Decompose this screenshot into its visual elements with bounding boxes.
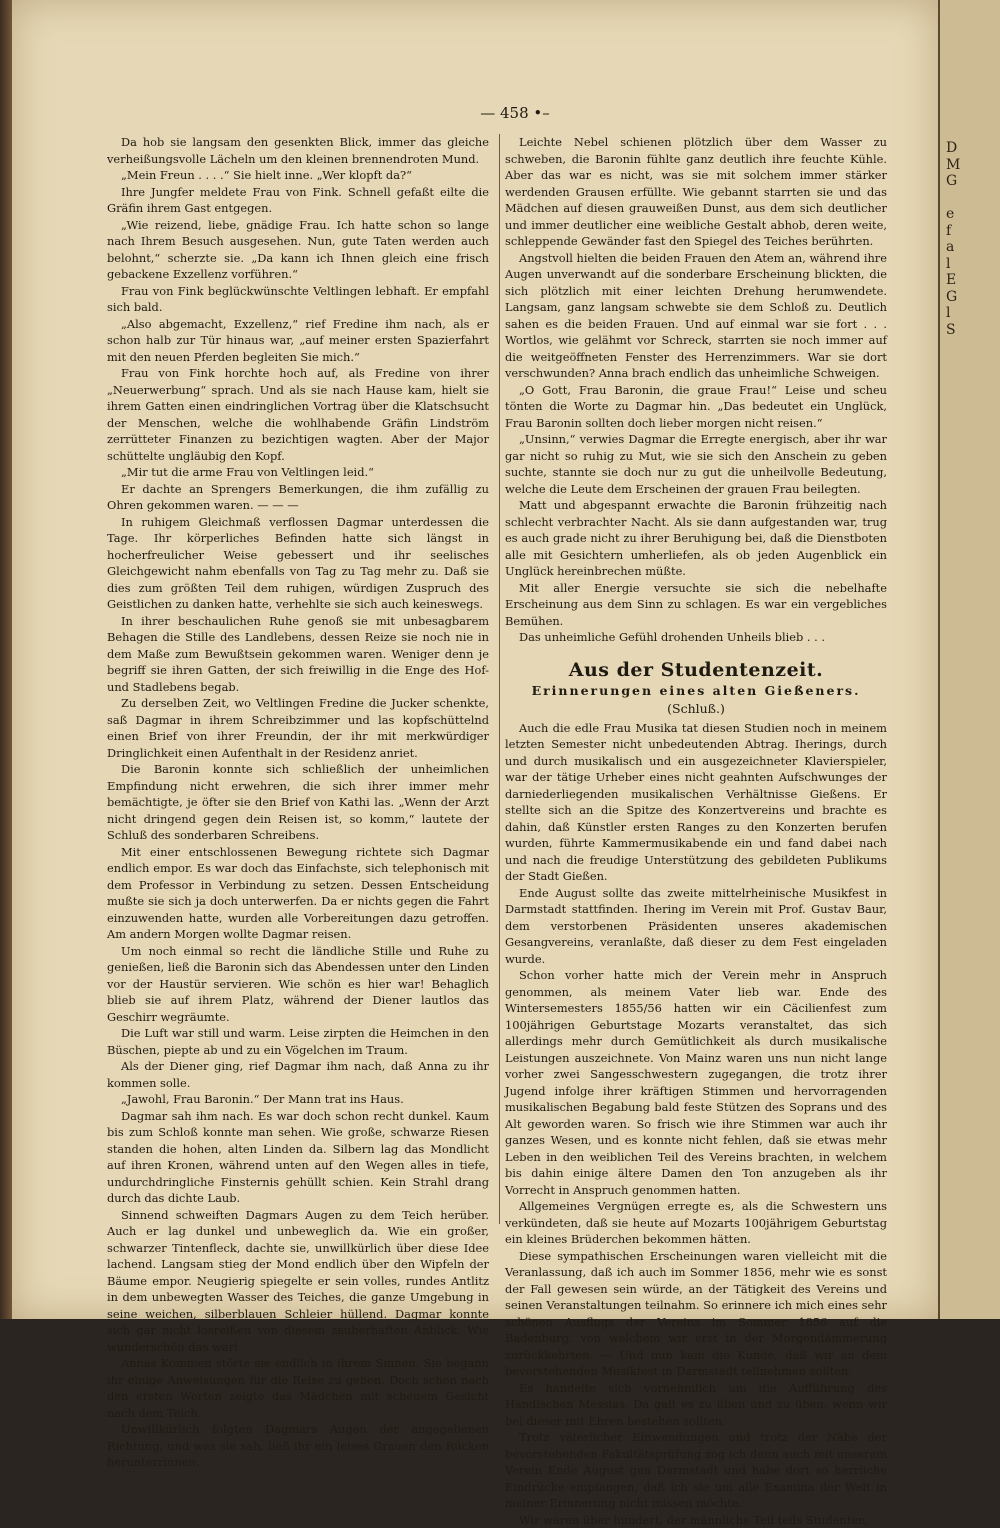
column-divider (499, 134, 500, 1224)
paragraph: Ende August sollte das zweite mittelrheinische Musikfest in Darmstadt stattfinden. Ihering im Verein mit Prof. Gustav Baur, dem verstorbenen Präsidenten unseres akademischen Gesangvereins, veranlaßte, daß dieser zu dem Fest eingeladen wurde. (505, 885, 887, 968)
paragraph: Angstvoll hielten die beiden Frauen den Atem an, während ihre Augen unverwandt auf die sonderbare Erscheinung blickten, die sich plötzlich mit einer leichten Drehung herumwendete. Langsam, ganz langsam schwebte sie dem Schloß zu. Deutlich sahen es die beiden Frauen. Und auf einmal war sie fort . . . Wortlos, wie gelähmt vor Schreck, starrten sie noch immer auf die weitgeöffneten Fenster des Herrenzimmers. War sie dort verschwunden? Anna brach endlich das unheimliche Schweigen. (505, 250, 887, 382)
paragraph: „Jawohl, Frau Baronin.“ Der Mann trat ins Haus. (107, 1091, 489, 1108)
edge-fragment: G (946, 173, 1000, 190)
edge-fragment: a (946, 239, 1000, 256)
edge-fragment: l (946, 256, 1000, 273)
paragraph: Frau von Fink horchte hoch auf, als Fredine von ihrer „Neuerwerbung“ sprach. Und als sie nach Hause kam, hielt sie ihrem Gatten einen eindringlichen Vortrag über die Klatschsucht der Menschen, welche die wohlhabende Gräfin Lindström zerrütteter Finanzen zu bezichtigen wagten. Aber der Major schüttelte ungläubig den Kopf. (107, 365, 489, 464)
paragraph: Mit einer entschlossenen Bewegung richtete sich Dagmar endlich empor. Es war doch das Einfachste, sich telephonisch mit dem Professor in Verbindung zu setzen. Dessen Entscheidung mußte sie sich ja doch unterwerfen. Da er nichts gegen die Fahrt einzuwenden hatte, wurden alle Vorbereitungen dazu getroffen. Am andern Morgen wollte Dagmar reisen. (107, 844, 489, 943)
paragraph: Er dachte an Sprengers Bemerkungen, die ihm zufällig zu Ohren gekommen waren. — — — (107, 481, 489, 514)
paragraph: Es handelte sich vornehmlich um die Aufführung des Händlschen Messias. Da galt es zu üben und zu üben, wenn wir bei dieser mit Ehren bestehen sollten. (505, 1380, 887, 1430)
page-number: — 458 •– (470, 104, 560, 122)
edge-fragment: E (946, 272, 1000, 289)
paragraph: Die Baronin konnte sich schließlich der unheimlichen Empfindung nicht erwehren, die sich ihrer immer mehr bemächtigte, je öfter sie den Brief von Kathi las. „Wenn der Arzt nicht dringend gegen dein Reisen ist, so komm,“ lautete der Schluß des sonderbaren Schreibens. (107, 761, 489, 844)
edge-fragment: G (946, 289, 1000, 306)
paragraph: Das unheimliche Gefühl drohenden Unheils blieb . . . (505, 629, 887, 646)
paragraph: Ihre Jungfer meldete Frau von Fink. Schnell gefaßt eilte die Gräfin ihrem Gast entgegen. (107, 184, 489, 217)
edge-fragment: S (946, 322, 1000, 339)
paragraph: Um noch einmal so recht die ländliche Stille und Ruhe zu genießen, ließ die Baronin sich das Abendessen unter den Linden vor der Haustür servieren. Wie schön es hier war! Behaglich blieb sie auf ihrem Platz, während der Diener lautlos das Geschirr wegräumte. (107, 943, 489, 1026)
paragraph: „Unsinn,“ verwies Dagmar die Erregte energisch, aber ihr war gar nicht so ruhig zu Mut, wie sie sich den Anschein zu geben suchte, stannte sie doch nur zu gut die unheilvolle Bedeutung, welche die Leute dem Erscheinen der grauen Frau beilegten. (505, 431, 887, 497)
paragraph: „O Gott, Frau Baronin, die graue Frau!“ Leise und scheu tönten die Worte zu Dagmar hin. „Das bedeutet ein Unglück, Frau Baronin sollten doch lieber morgen nicht reisen.“ (505, 382, 887, 432)
paragraph: Dagmar sah ihm nach. Es war doch schon recht dunkel. Kaum bis zum Schloß konnte man sehen. Wie große, schwarze Riesen standen die hohen, alten Linden da. Silbern lag das Mondlicht auf ihren Kronen, während unten auf den Wegen alles in tiefe, undurchdringliche Finsternis gehüllt schien. Kein Strahl drang durch das dichte Laub. (107, 1108, 489, 1207)
paragraph: Leichte Nebel schienen plötzlich über dem Wasser zu schweben, die Baronin fühlte ganz deutlich ihre feuchte Kühle. Aber das war es nicht, was sie mit solchem immer stärker werdenden Grausen erfüllte. Wie gebannt starrten sie und das Mädchen auf diesen grauweißen Dunst, aus dem sich deutlicher und immer deutlicher eine weibliche Gestalt abhob, deren weite, schleppende Gewänder fast den Spiegel des Teiches berührten. (505, 134, 887, 250)
edge-fragment: l (946, 305, 1000, 322)
article-body (505, 720, 887, 1528)
paragraph: „Mir tut die arme Frau von Veltlingen leid.“ (107, 464, 489, 481)
edge-fragment (946, 371, 1000, 388)
section-subtitle: Erinnerungen eines alten Gießeners. (505, 682, 887, 700)
paragraph: Die Luft war still und warm. Leise zirpten die Heimchen in den Büschen, piepte ab und zu ein Vögelchen im Traum. (107, 1025, 489, 1058)
paragraph: „Mein Freun . . . .“ Sie hielt inne. „Wer klopft da?“ (107, 167, 489, 184)
edge-fragment (946, 338, 1000, 355)
paragraph: Schon vorher hatte mich der Verein mehr in Anspruch genommen, als meinem Vater lieb war. Ende des Wintersemesters 1855/56 hatten wir ein Cäcilienfest zum 100jährigen Geburtstage Mozarts veranstaltet, das sich allerdings mehr durch Gemütlichkeit als durch musikalische Leistungen auszeichnete. Von Mainz waren uns nun nicht lange vorher zwei Sangesschwestern zugegangen, die trotz ihrer Jugend infolge ihrer kräftigen Stimmen und hervorragenden musikalischen Begabung bald feste Stützen des Soprans und des Alt geworden waren. So frisch wie ihre Stimmen war auch ihr ganzes Wesen, und es konnte nicht fehlen, daß sie etwas mehr Leben in den weiblichen Teil des Vereins brachten, in welchem bis dahin einige ältere Damen den Ton anzugeben als ihr Vorrecht in Anspruch genommen hatten. (505, 967, 887, 1198)
paragraph: Allgemeines Vergnügen erregte es, als die Schwestern uns verkündeten, daß sie heute auf Mozarts 100jährigem Geburtstag ein kleines Brüderchen bekommen hätten. (505, 1198, 887, 1248)
section-continuation-note: (Schluß.) (505, 700, 887, 718)
paragraph: In ruhigem Gleichmaß verflossen Dagmar unterdessen die Tage. Ihr körperliches Befinden hatte sich längst in hocherfreulicher Weise gebessert und ihr seelisches Gleichgewicht nahm ebenfalls von Tag zu Tag mehr zu. Daß sie dies zum größten Teil dem ruhigen, würdigen Zuspruch des Geistlichen zu danken hatte, verhehlte sie sich auch keineswegs. (107, 514, 489, 613)
paragraph: „Wie reizend, liebe, gnädige Frau. Ich hatte schon so lange nach Ihrem Besuch ausgesehen. Nun, gute Taten werden auch belohnt,“ scherzte sie. „Da kann ich Ihnen gleich eine frisch gebackene Exzellenz vorführen.“ (107, 217, 489, 283)
left-column (107, 134, 489, 1471)
edge-fragment: e (946, 206, 1000, 223)
paragraph: Matt und abgespannt erwachte die Baronin frühzeitig nach schlecht verbrachter Nacht. Als sie dann aufgestanden war, trug es auch grade nicht zu ihrer Beruhigung bei, daß die Dienstboten alle mit Gesichtern umherliefen, als ob jeden Augenblick ein Unglück hereinbrechen müßte. (505, 497, 887, 580)
next-page-fragments (946, 140, 1000, 421)
paragraph: Als der Diener ging, rief Dagmar ihm nach, daß Anna zu ihr kommen solle. (107, 1058, 489, 1091)
paragraph: „Also abgemacht, Exzellenz,“ rief Fredine ihm nach, als er schon halb zur Tür hinaus war, „auf meiner ersten Spazierfahrt mit den neuen Pferden begleiten Sie mich.“ (107, 316, 489, 366)
paragraph: Annas Kommen störte sie endlich in ihrem Sinnen. Sie begann ihr einige Anweisungen für die Reise zu geben. Doch schon nach den ersten Worten zeigte das Mädchen mit scheuem Gesicht nach dem Teich. (107, 1355, 489, 1421)
edge-fragment: f (946, 223, 1000, 240)
paragraph: Diese sympathischen Erscheinungen waren vielleicht mit die Veranlassung, daß ich auch im Sommer 1856, mehr wie es sonst der Fall gewesen sein würde, an der Tätigkeit des Vereins und seinen Veranstaltungen teilnahm. So erinnere ich mich eines sehr schönen Ausflugs der Vereins im Sommer 1856 auf die Badenburg, von welchem wir erst in der Morgendämmerung zurückkehrten. — Und nun kam die Kunde, daß wir an dem bevorstehenden Musikfest in Darmstadt teilnehmen sollten. (505, 1248, 887, 1380)
paragraph: Auch die edle Frau Musika tat diesen Studien noch in meinem letzten Semester nicht unbedeutenden Abtrag. Iherings, durch und durch musikalisch und ein ausgezeichneter Klavierspieler, war der tätige Urheber eines nicht geahnten Aufschwunges der darniederliegenden musikalischen Verhältnisse Gießens. Er stellte sich an die Spitze des Konzertvereins und brachte es dahin, daß Künstler ersten Ranges zu den Konzerten berufen wurden, führte Kammermusikabende ein und fand dabei nach und nach die freudige Unterstützung des gebildeten Publikums der Stadt Gießen. (505, 720, 887, 885)
paragraph: Unwillkürlich folgten Dagmars Augen der angegebenen Richtung, und was sie sah, ließ ihr ein leises Grauen den Rücken herunterrinnen. (107, 1421, 489, 1471)
edge-fragment (946, 388, 1000, 405)
edge-fragment (946, 404, 1000, 421)
paragraph: Sinnend schweiften Dagmars Augen zu dem Teich herüber. Auch er lag dunkel und unbeweglich da. Wie ein großer, schwarzer Tintenfleck, dachte sie, unwillkürlich über diese Idee lachend. Langsam stieg der Mond endlich über den Wipfeln der Bäume empor. Neugierig spiegelte er sein volles, rundes Antlitz in dem unbewegten Wasser des Teiches, die ganze Umgebung in seine weichen, silberblauen Schleier hüllend. Dagmar konnte sich gar nicht losreißen von diesem zauberhaften Anblick. Wie wunderschön das war! (107, 1207, 489, 1356)
section-header (505, 658, 887, 718)
next-page-edge (938, 0, 1000, 1319)
edge-fragment: M (946, 157, 1000, 174)
paragraph: Trotz väterlicher Einwendungen und trotz der Nähe der bevorstehenden Fakultätsprüfung zog ich denn auch mit unserem Verein Ende August gen Darmstadt und habe dort so herrliche Eindrücke empfangen, daß ich sie um alle Examina der Welt in meiner Erinnerung nicht missen möchte. (505, 1429, 887, 1512)
edge-fragment: D (946, 140, 1000, 157)
paragraph: Mit aller Energie versuchte sie sich die nebelhafte Erscheinung aus dem Sinn zu schlagen. Es war ein vergebliches Bemühen. (505, 580, 887, 630)
edge-fragment (946, 190, 1000, 207)
paragraph: Wir waren über hundert, der männliche Teil teils Studenten, (505, 1512, 887, 1528)
edge-fragment (946, 355, 1000, 372)
paragraph: Da hob sie langsam den gesenkten Blick, immer das gleiche verheißungsvolle Lächeln um den kleinen brennendroten Mund. (107, 134, 489, 167)
section-title: Aus der Studentenzeit. (505, 658, 887, 682)
serial-story-continuation (505, 134, 887, 646)
paragraph: Frau von Fink beglückwünschte Veltlingen lebhaft. Er empfahl sich bald. (107, 283, 489, 316)
paragraph: Zu derselben Zeit, wo Veltlingen Fredine die Jucker schenkte, saß Dagmar in ihrem Schreibzimmer und las kopfschüttelnd einen Brief von ihrer Freundin, der ihr mit merkwürdiger Dringlichkeit einen Aufenthalt in der Residenz anriet. (107, 695, 489, 761)
paragraph: In ihrer beschaulichen Ruhe genoß sie mit unbesagbarem Behagen die Stille des Landlebens, dessen Reize sie noch nie in dem Maße zum Bewußtsein gekommen waren. Weniger denn je begriff sie ihren Gatten, der sich freiwillig in die Enge des Hof- und Stadlebens begab. (107, 613, 489, 696)
